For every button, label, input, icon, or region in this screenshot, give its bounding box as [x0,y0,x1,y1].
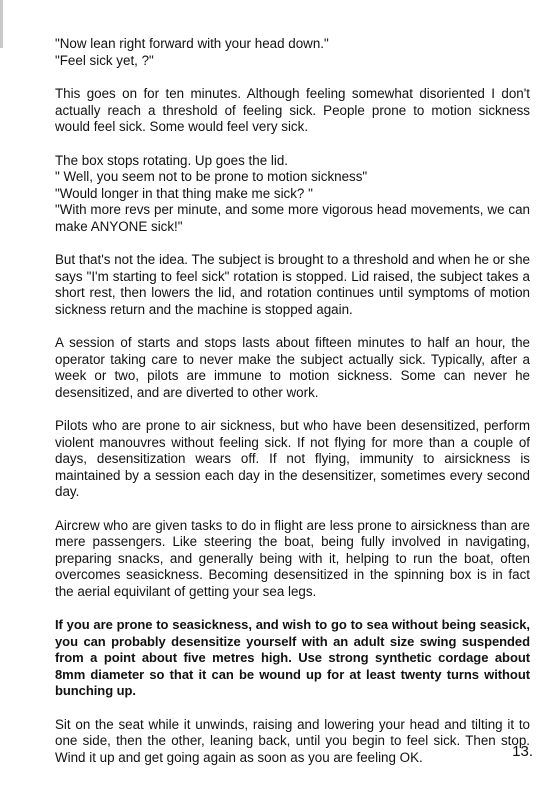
dialogue-line: "Feel sick yet, ?" [55,52,154,68]
dialogue-line: "With more revs per minute, and some more vigorous head movements, we can make ANYONE sick!" [55,202,530,234]
scan-edge-mark [0,0,3,48]
paragraph-sit-on-seat: Sit on the seat while it unwinds, raising and lowering your head and tilting it to one side, then the other, leaning back, until you begin to feel sick. Then stop. Wind it up and get going again as soon as you are feeling OK. [55,716,530,765]
document-page [55,36,530,783]
paragraph-pilots: Pilots who are prone to air sickness, but who have been desensitized, perform violent manouvres without feeling sick. If not flying for more than a couple of days, desensitization wears off. If not flying, immunity to airsickness is maintained by a session each day in the desensitizer, sometimes every second day. [55,418,530,499]
paragraph-dialogue-1 [55,36,530,69]
paragraph-swing: If you are prone to seasickness, and wish to go to sea without being seasick, you can probably desensitize yourself with an adult size swing suspended from a point about five metres high. Use strong synthetic cordage about 8mm diameter so that it can be wound up for at least twenty turns without bunching up. [55,617,530,698]
paragraph-aircrew: Aircrew who are given tasks to do in flight are less prone to airsickness than are mere passengers. Like steering the boat, being fully involved in navigating, preparing snacks, and generally being with it, helping to run the boat, often overcomes seasickness. Becoming desensitized in the spinning box is in fact the aerial equivilant of getting your sea legs. [55,517,530,599]
paragraph-ten-minutes: This goes on for ten minutes. Although feeling somewhat disoriented I don't actually reach a threshold of feeling sick. People prone to motion sickness would feel sick. Some would feel very sick. [55,86,530,134]
page-number: 13. [512,743,533,760]
dialogue-line: The box stops rotating. Up goes the lid. [55,152,288,168]
dialogue-line: "Would longer in that thing make me sick? " [55,185,313,201]
dialogue-line: "Now lean right forward with your head down." [55,36,329,51]
paragraph-session: A session of starts and stops lasts about fifteen minutes to half an hour, the operator taking care to never make the subject actually sick. Typically, after a week or two, pilots are immune to motion sickness. Some can never he desensitized, and are diverted to other work. [55,335,530,400]
dialogue-line: " Well, you seem not to be prone to motion sickness" [55,169,368,184]
paragraph-threshold: But that's not the idea. The subject is brought to a threshold and when he or she says "I'm starting to feel sick" rotation is stopped. Lid raised, the subject takes a short rest, then lowers the lid, and rotation continues until symptoms of motion sickness return and the machine is stopped again. [55,252,530,317]
paragraph-dialogue-2 [55,153,530,236]
